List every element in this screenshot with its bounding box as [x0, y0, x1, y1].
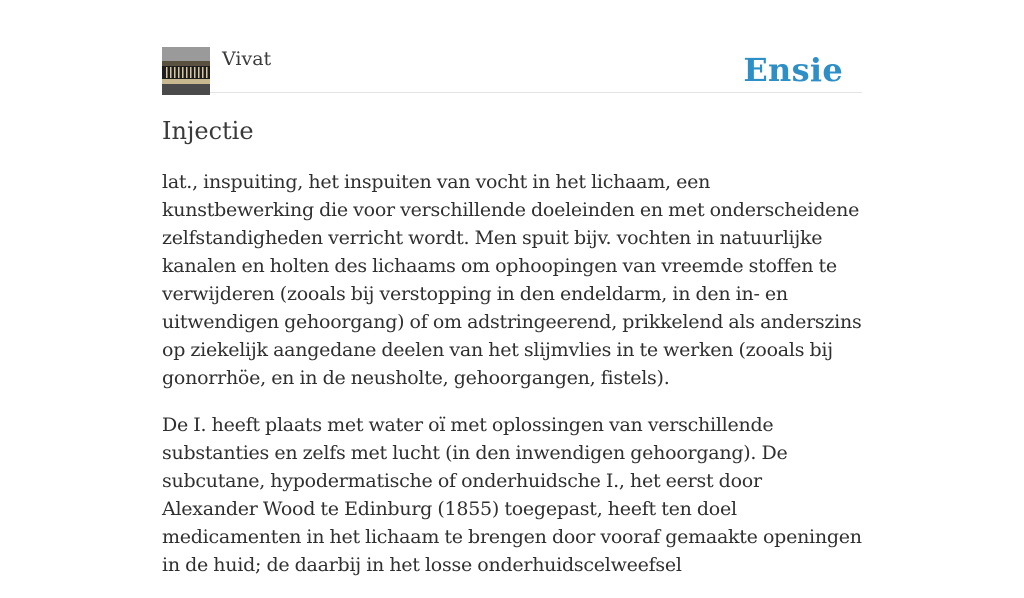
article-body: [162, 168, 862, 598]
site-header: [162, 46, 862, 93]
bookshelf-avatar-icon[interactable]: [162, 47, 210, 95]
brand-logo[interactable]: Ensie: [743, 51, 843, 89]
avatar-image: [162, 47, 210, 95]
article-paragraph: lat., inspuiting, het inspuiten van vocht in het lichaam, een kunstbewerking die voor verschillende doeleinden en met onderscheidene zelfstandigheden verricht wordt. Men spuit bijv. vochten in natuurlijke kanalen en holten des lichaams om ophoopingen van vreemde stoffen te verwijderen (zooals bij verstopping in den endeldarm, in den in- en uitwendigen gehoorgang) of om adstringeerend, prikkelend als anderszins op ziekelijk aangedane deelen van het slijmvlies in te werken (zooals bij gonorrhöe, en in de neusholte, gehoorgangen, fistels).: [162, 171, 862, 389]
article-paragraph: De I. heeft plaats met water oï met oplossingen van verschillende substanties en zelfs met lucht (in den inwendigen gehoorgang). De subcutane, hypodermatische of onderhuidsche I., het eerst door Alexander Wood te Edinburg (1855) toegepast, heeft ten doel medicamenten in het lichaam te brengen door vooraf gemaakte openingen in de huid; de daarbij in het losse onderhuidscelweefsel: [162, 414, 862, 576]
site-name[interactable]: Vivat: [222, 48, 272, 70]
article-title: Injectie: [162, 117, 254, 145]
